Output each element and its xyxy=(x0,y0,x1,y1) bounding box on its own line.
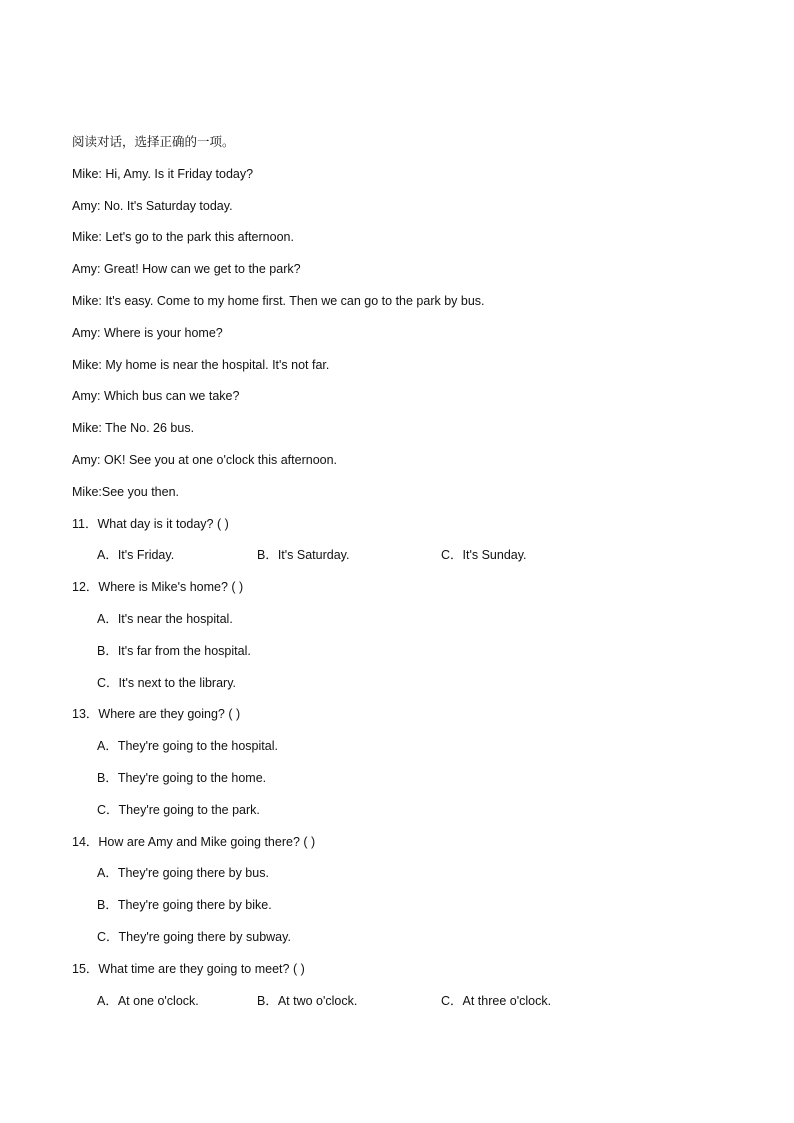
question-stem-13: 13．Where are they going? ( ) xyxy=(72,707,241,721)
dialogue-line: Mike: Let's go to the park this afternoon. xyxy=(72,230,294,244)
dialogue-line: Amy: Great! How can we get to the park? xyxy=(72,262,301,276)
question-stem-15: 15．What time are they going to meet? ( ) xyxy=(72,962,305,976)
dialogue-line: Mike:See you then. xyxy=(72,485,180,499)
q15-option-a[interactable]: A．At one o'clock. xyxy=(97,994,199,1008)
q11-option-c[interactable]: C．It's Sunday. xyxy=(441,548,527,562)
question-stem-12: 12．Where is Mike's home? ( ) xyxy=(72,580,244,594)
question-stem-14: 14．How are Amy and Mike going there? ( ) xyxy=(72,835,316,849)
question-stem-11: 11．What day is it today? ( ) xyxy=(72,517,229,531)
q14-option-b[interactable]: B．They're going there by bike. xyxy=(97,898,272,912)
q11-option-a[interactable]: A．It's Friday. xyxy=(97,548,175,562)
dialogue-line: Amy: OK! See you at one o'clock this afternoon. xyxy=(72,453,338,467)
q13-option-b[interactable]: B．They're going to the home. xyxy=(97,771,267,785)
dialogue-line: Amy: Which bus can we take? xyxy=(72,389,240,403)
dialogue-line: Mike: My home is near the hospital. It's not far. xyxy=(72,358,330,372)
q13-option-a[interactable]: A．They're going to the hospital. xyxy=(97,739,278,753)
q13-option-c[interactable]: C．They're going to the park. xyxy=(97,803,260,817)
dialogue-line: Mike: The No. 26 bus. xyxy=(72,421,195,435)
q15-option-c[interactable]: C．At three o'clock. xyxy=(441,994,552,1008)
dialogue-line: Amy: No. It's Saturday today. xyxy=(72,199,233,213)
dialogue-line: Mike: It's easy. Come to my home first. Then we can go to the park by bus. xyxy=(72,294,485,308)
q12-option-a[interactable]: A．It's near the hospital. xyxy=(97,612,233,626)
q15-option-b[interactable]: B．At two o'clock. xyxy=(257,994,358,1008)
q12-option-b[interactable]: B．It's far from the hospital. xyxy=(97,644,251,658)
instruction: 阅读对话，选择正确的一项。 xyxy=(72,135,235,149)
dialogue-line: Mike: Hi, Amy. Is it Friday today? xyxy=(72,167,254,181)
q12-option-c[interactable]: C．It's next to the library. xyxy=(97,676,237,690)
q14-option-c[interactable]: C．They're going there by subway. xyxy=(97,930,291,944)
q14-option-a[interactable]: A．They're going there by bus. xyxy=(97,866,269,880)
dialogue-line: Amy: Where is your home? xyxy=(72,326,223,340)
q11-option-b[interactable]: B．It's Saturday. xyxy=(257,548,350,562)
